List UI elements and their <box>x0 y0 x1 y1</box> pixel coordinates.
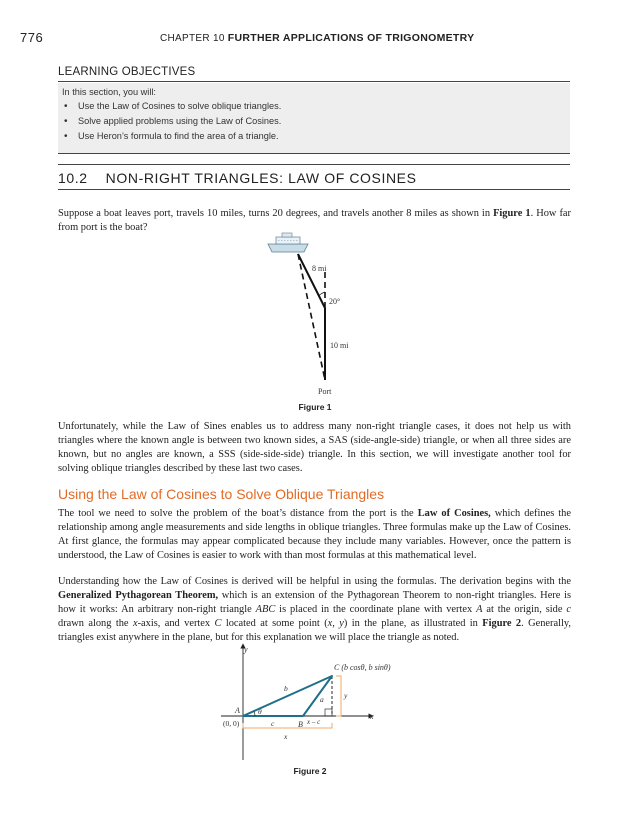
learning-objectives-title: LEARNING OBJECTIVES <box>58 66 196 78</box>
theta-label: θ <box>258 707 262 716</box>
side-a-label: a <box>320 695 324 704</box>
learning-objectives-list <box>62 101 281 146</box>
learning-objectives-rule <box>58 81 570 82</box>
section-title: NON-RIGHT TRIANGLES: LAW OF COSINES <box>105 170 417 186</box>
right-angle-marker <box>325 709 332 716</box>
section-rule-top <box>58 164 570 165</box>
boat-icon <box>268 233 308 252</box>
side-c-label: c <box>271 719 275 728</box>
figure-2-caption: Figure 2 <box>293 766 327 776</box>
label-port: Port <box>318 387 332 396</box>
x-dimension-label: x <box>284 732 288 741</box>
label-angle: 20° <box>329 297 341 306</box>
label-8mi: 8 mi <box>312 264 327 273</box>
triangle-abc <box>243 676 332 716</box>
chapter-label: CHAPTER 10 <box>160 33 225 44</box>
leg-8mi <box>298 254 325 308</box>
label-10mi: 10 mi <box>330 341 349 350</box>
figure-1-reference: Figure 1 <box>493 208 531 219</box>
x-minus-c-label: x – c <box>307 718 321 726</box>
paragraph-law-of-cosines-intro: The tool we need to solve the problem of the boat’s distance from the port is the Law of Cosines, which defines the relationship among angle measurements and side lengths in oblique triangles. Three formulas make up the Law of Cosines. At first glance, the formulas may appear complicated because they include many variables. However, once the pattern is understood, the Law of Cosines is easier to work with than most formulas at this mathematical level. <box>58 508 571 561</box>
intro-paragraph: Suppose a boat leaves port, travels 10 miles, turns 20 degrees, and travels another 8 miles as shown in Figure 1. How far from port is the boat? <box>58 208 572 233</box>
objective-item: • Use the Law of Cosines to solve oblique triangles. <box>62 101 281 116</box>
paragraph-law-of-sines-limits: Unfortunately, while the Law of Sines enables us to address many non-right triangle cases, it does not help us with triangles where the known angle is between two known sides, a SAS (side-angle-side) triangle, or when all three sides are known, but no angles are known, a SSS (side-side-side) triangle. In this section, we will investigate another tool for solving oblique triangles described by these last two cases. <box>58 421 571 474</box>
figure-2-diagram <box>215 642 395 764</box>
figure-2-reference: Figure 2 <box>482 618 522 629</box>
y-dimension-label: y <box>344 691 348 700</box>
subsection-heading: Using the Law of Cosines to Solve Oblique Triangles <box>58 486 385 502</box>
running-head <box>160 32 474 44</box>
figure-1-diagram <box>250 232 380 402</box>
objective-item: • Use Heron’s formula to find the area of a triangle. <box>62 131 281 146</box>
vertex-a-label: A <box>235 706 240 715</box>
law-of-cosines-term: Law of Cosines, <box>417 508 491 519</box>
side-b-label: b <box>284 684 288 693</box>
vertex-b-label: B <box>298 720 303 729</box>
origin-label: (0, 0) <box>223 719 240 728</box>
page-number: 776 <box>20 30 44 45</box>
section-number: 10.2 <box>58 170 88 186</box>
generalized-pythagorean-term: Generalized Pythagorean Theorem, <box>58 590 219 601</box>
point-c-label: C (b cosθ, b sinθ) <box>334 663 391 672</box>
chapter-title: FURTHER APPLICATIONS OF TRIGONOMETRY <box>227 32 475 44</box>
angle-arc <box>319 292 325 296</box>
section-heading <box>58 170 417 186</box>
paragraph-derivation: Understanding how the Law of Cosines is derived will be helpful in using the formulas. The derivation begins with the Generalized Pythagorean Theorem, which is an extension of the Pythagorean Theorem to non-right triangles. Here is how it works: An arbitrary non-right triangle ABC is placed in the coordinate plane with vertex A at the origin, side c drawn along the x-axis, and vertex C located at some point (x, y) in the plane, as illustrated in Figure 2. Generally, triangles exist anywhere in the plane, but for this explanation we will place the triangle as noted. <box>58 576 572 643</box>
section-rule-bottom <box>58 189 570 190</box>
x-axis-label: x <box>370 712 374 721</box>
y-axis-label: y <box>244 645 248 654</box>
y-dimension-bracket <box>336 676 341 716</box>
objective-item: • Solve applied problems using the Law of Cosines. <box>62 116 281 131</box>
figure-1-caption: Figure 1 <box>298 402 332 412</box>
learning-objectives-intro: In this section, you will: <box>62 87 156 97</box>
